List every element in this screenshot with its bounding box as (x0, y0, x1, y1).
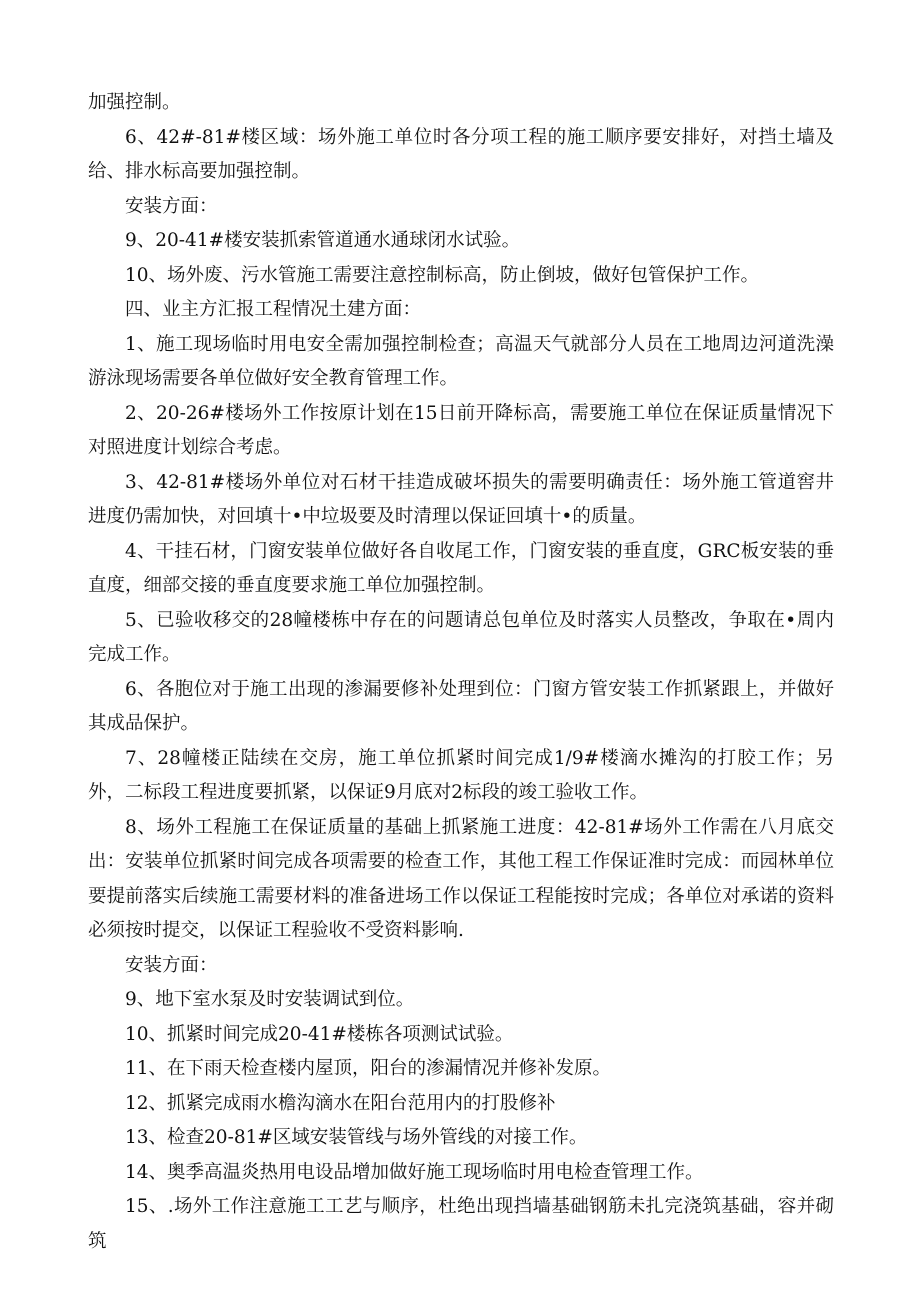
paragraph: 11、在下雨天检查楼内屋顶，阳台的渗漏情况并修补发原。 (125, 1058, 612, 1079)
paragraph: 15、.场外工作注意施工工艺与顺序，杜绝出现挡墙基础钢筋未扎完浇筑基础，容并砌筑 (88, 1196, 834, 1252)
paragraph: 加强控制。 (88, 92, 181, 113)
section-heading: 四、业主方汇报工程情况土建方面： (125, 299, 422, 320)
paragraph: 6、各胞位对于施工出现的渗漏要修补处理到位：门窗方管安装工作抓紧跟上，并做好其成品保护。 (88, 678, 834, 734)
paragraph: 7、28幢楼正陆续在交房，施工单位抓紧时间完成1/9#楼滴水摊沟的打胶工作；另外，二标段工程进度要抓紧，以保证9月底对2标段的竣工验收工作。 (88, 747, 834, 803)
paragraph: 9、20-41#楼安装抓索管道通水通球闭水试验。 (125, 230, 521, 251)
paragraph: 5、已验收移交的28幢楼栋中存在的问题请总包单位及时落实人员整改，争取在•周内完成工作。 (88, 609, 834, 665)
paragraph: 4、干挂石材，门窗安装单位做好各自收尾工作，门窗安装的垂直度，GRC板安装的垂直度，细部交接的垂直度要求施工单位加强控制。 (88, 540, 834, 596)
section-heading: 安装方面： (125, 195, 218, 217)
paragraph: 10、场外废、污水管施工需要注意控制标高，防止倒坡，做好包管保护工作。 (125, 264, 760, 286)
paragraph: 9、地下室水泵及时安装调试到位。 (125, 989, 415, 1010)
document-page (88, 86, 834, 1259)
paragraph: 6、42#-81#楼区域：场外施工单位时各分项工程的施工顺序要安排好，对挡土墙及给、排水标高要加强控制。 (88, 126, 834, 182)
paragraph: 8、场外工程施工在保证质量的基础上抓紧施工进度：42-81#场外工作需在八月底交出：安装单位抓紧时间完成各项需要的检查工作，其他工程工作保证准时完成：而园林单位要提前落实后续施工需要材料的准备进场工作以保证工程能按时完成；各单位对承诺的资料必须按时提交，以保证工程验收不受资料影响. (88, 816, 834, 941)
paragraph: 10、抓紧时间完成20-41#楼栋各项测试试验。 (125, 1023, 514, 1045)
paragraph: 14、奥季高温炎热用电设品增加做好施工现场临时用电检查管理工作。 (125, 1161, 704, 1183)
paragraph: 2、20-26#楼场外工作按原计划在15日前开降标高，需要施工单位在保证质量情况下对照进度计划综合考虑。 (88, 402, 834, 458)
paragraph: 3、42-81#楼场外单位对石材干挂造成破坏损失的需要明确责任：场外施工管道窖井进度仍需加快，对回填十•中垃圾要及时清理以保证回填十•的质量。 (88, 471, 834, 527)
section-heading: 安装方面： (125, 954, 218, 976)
paragraph: 12、抓紧完成雨水檐沟滴水在阳台范用内的打股修补 (125, 1092, 556, 1114)
paragraph: 1、施工现场临时用电安全需加强控制检查；高温天气就部分人员在工地周边河道洗澡游泳现场需要各单位做好安全教育管理工作。 (88, 333, 834, 389)
paragraph: 13、检查20-81#区域安装管线与场外管线的对接工作。 (125, 1127, 588, 1148)
